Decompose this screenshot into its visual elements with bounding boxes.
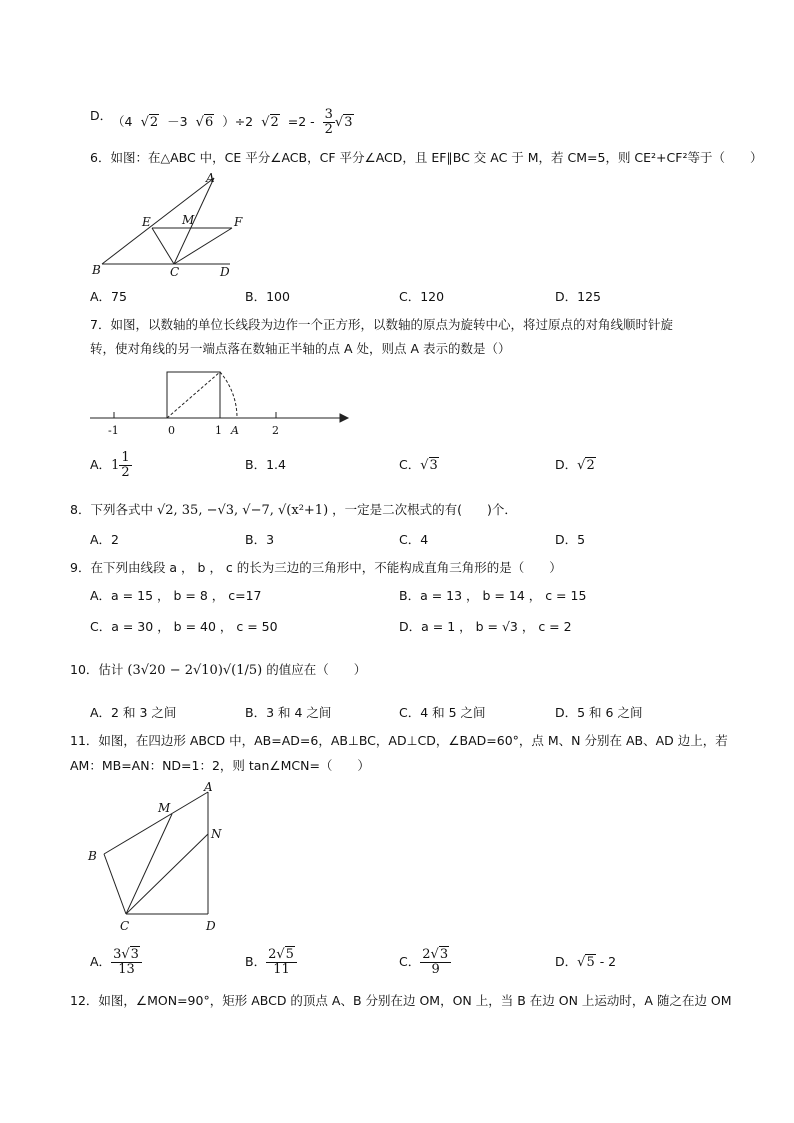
q5-d-prefix: D．: [90, 108, 113, 123]
q9-option-c: C．a = 30 ， b = 40 ， c = 50: [90, 619, 278, 634]
q10-option-b: B．3 和 4 之间: [245, 705, 332, 720]
q5-expression: [112, 108, 354, 137]
q11-d-radical: √5: [577, 955, 595, 970]
q11-line-CN: [126, 834, 208, 914]
q5-fraction: $\frac{3}{2}$: [324, 107, 333, 137]
q11-a-fraction: $\frac{3√3}{13}$: [111, 948, 142, 977]
q5-radical-1: √2: [136, 115, 159, 130]
q11-label-A: A: [204, 780, 213, 794]
q11-a-prefix: A．: [90, 954, 112, 969]
q10-prefix: 10．估计: [70, 662, 124, 677]
q8-prefix: 8．下列各式中: [70, 502, 153, 517]
q6-label-F: F: [234, 215, 243, 229]
q6-label-D: D: [220, 265, 230, 279]
q11-option-d: [555, 954, 616, 971]
q11-b-fraction: $\frac{2√5}{11}$: [266, 948, 297, 977]
q6-label-E: E: [142, 215, 151, 229]
q11-option-c: [399, 942, 451, 982]
q7-label-2: 2: [272, 424, 279, 437]
q6-label-C: C: [170, 265, 180, 279]
q8-option-d: D．5: [555, 532, 586, 547]
q6-line-BA: [102, 178, 214, 264]
q7-label-minus1: -1: [108, 424, 119, 437]
q6-line-EC: [152, 228, 174, 264]
q7-d-radical: √2: [577, 458, 595, 473]
q9-option-a: A．a = 15 ， b = 8 ， c=17: [90, 588, 262, 603]
q5-part3: ）÷2: [222, 114, 254, 129]
q11-b-prefix: B．: [245, 954, 267, 969]
q6-option-d: D．125: [555, 289, 601, 304]
q6-label-B: B: [92, 263, 101, 277]
q6-figure: [80, 172, 280, 284]
q9-option-b: B．a = 13 ， b = 14 ， c = 15: [399, 588, 587, 603]
q7-arc: [220, 372, 237, 418]
q9-option-d: D．a = 1 ， b = √3 ， c = 2: [399, 619, 572, 634]
q8-expression: √2, 35, −√3, √−7, √(x²+1): [156, 503, 329, 518]
q11-option-b: [245, 942, 297, 982]
q5-part4: =2 -: [287, 114, 315, 129]
q10-stem: [70, 662, 366, 679]
q11-figure: [84, 778, 234, 936]
q10-suffix: 的值应在（ ）: [266, 662, 367, 677]
q5-radical-3: √2: [257, 115, 279, 130]
q6-stem: 6．如图：在△ABC 中，CE 平分∠ACB，CF 平分∠ACD，且 EF∥BC 交 AC 于 M，若 CM=5，则 CE²+CF²等于（ ）: [90, 150, 763, 165]
q8-option-a: A．2: [90, 532, 120, 547]
q11-stem-line1: 11．如图，在四边形 ABCD 中，AB=AD=6，AB⊥BC，AD⊥CD，∠BAD=60°，点 M、N 分别在 AB、AD 边上，若: [70, 733, 728, 748]
q7-option-b: B．1.4: [245, 457, 286, 472]
q11-stem-line2: AM：MB=AN：ND=1：2，则 tan∠MCN=（ ）: [70, 758, 370, 773]
q10-option-a: A．2 和 3 之间: [90, 705, 177, 720]
q11-d-tail: - 2: [599, 954, 617, 969]
q8-stem: [70, 502, 517, 519]
q11-c-prefix: C．: [399, 954, 421, 969]
q7-stem-line1: 7．如图，以数轴的单位长线段为边作一个正方形，以数轴的原点为旋转中心，将过原点的对角线顺时针旋: [90, 317, 673, 332]
q11-line-BC: [104, 854, 126, 914]
q11-label-B: B: [88, 849, 97, 863]
q11-line-AB: [104, 792, 208, 854]
q7-label-1: 1: [215, 424, 222, 437]
q7-option-d: [555, 457, 596, 474]
q11-c-fraction: $\frac{2√3}{9}$: [420, 948, 451, 977]
q11-d-prefix: D．: [555, 954, 578, 969]
q7-c-radical: √3: [420, 458, 438, 473]
q6-label-M: M: [182, 213, 195, 227]
q7-a-fraction: $\frac{1}{2}$: [121, 450, 130, 480]
q8-suffix: ，一定是二次根式的有( )个．: [332, 502, 517, 517]
q7-label-A: A: [231, 424, 239, 437]
q7-stem-line2: 转，使对角线的另一端点落在数轴正半轴的点 A 处，则点 A 表示的数是（）: [90, 341, 511, 356]
q10-option-d: D．5 和 6 之间: [555, 705, 643, 720]
q5-part1: （4: [112, 114, 133, 129]
q12-stem-line1: 12．如图，∠MON=90°，矩形 ABCD 的顶点 A、B 分别在边 OM，ON 上，当 B 在边 ON 上运动时，A 随之在边 OM: [70, 993, 732, 1008]
q7-d-prefix: D．: [555, 457, 578, 472]
q5-radical-2: √6: [191, 115, 214, 130]
q7-axis-arrow: [340, 414, 348, 422]
q11-label-C: C: [120, 919, 130, 933]
q11-label-D: D: [206, 919, 216, 933]
q5-option-d: [90, 108, 112, 124]
q7-option-a: [90, 450, 132, 480]
q7-diagonal: [167, 372, 220, 418]
q8-option-c: C．4: [399, 532, 429, 547]
q7-a-whole: 1: [111, 458, 120, 473]
q9-stem: 9．在下列由线段 a ， b ， c 的长为三边的三角形中，不能构成直角三角形的是（ ）: [70, 560, 562, 575]
q11-label-M: M: [158, 801, 171, 815]
q7-number-line-figure: [88, 366, 350, 440]
q7-c-prefix: C．: [399, 457, 421, 472]
q6-option-a: A．75: [90, 289, 127, 304]
q11-label-N: N: [211, 827, 222, 841]
q5-part2: －3: [167, 114, 188, 129]
q7-option-c: [399, 457, 439, 474]
q6-label-A: A: [206, 172, 215, 185]
q10-expression: (3√20 − 2√10)√(1/5): [127, 663, 263, 678]
q11-option-a: [90, 942, 142, 982]
q5-radical-4: √3: [334, 115, 353, 130]
q10-option-c: C．4 和 5 之间: [399, 705, 486, 720]
q6-option-b: B．100: [245, 289, 290, 304]
q6-option-c: C．120: [399, 289, 445, 304]
q8-option-b: B．3: [245, 532, 275, 547]
q7-a-prefix: A．: [90, 457, 112, 472]
q7-label-0: 0: [168, 424, 175, 437]
q11-line-CM: [126, 814, 172, 914]
